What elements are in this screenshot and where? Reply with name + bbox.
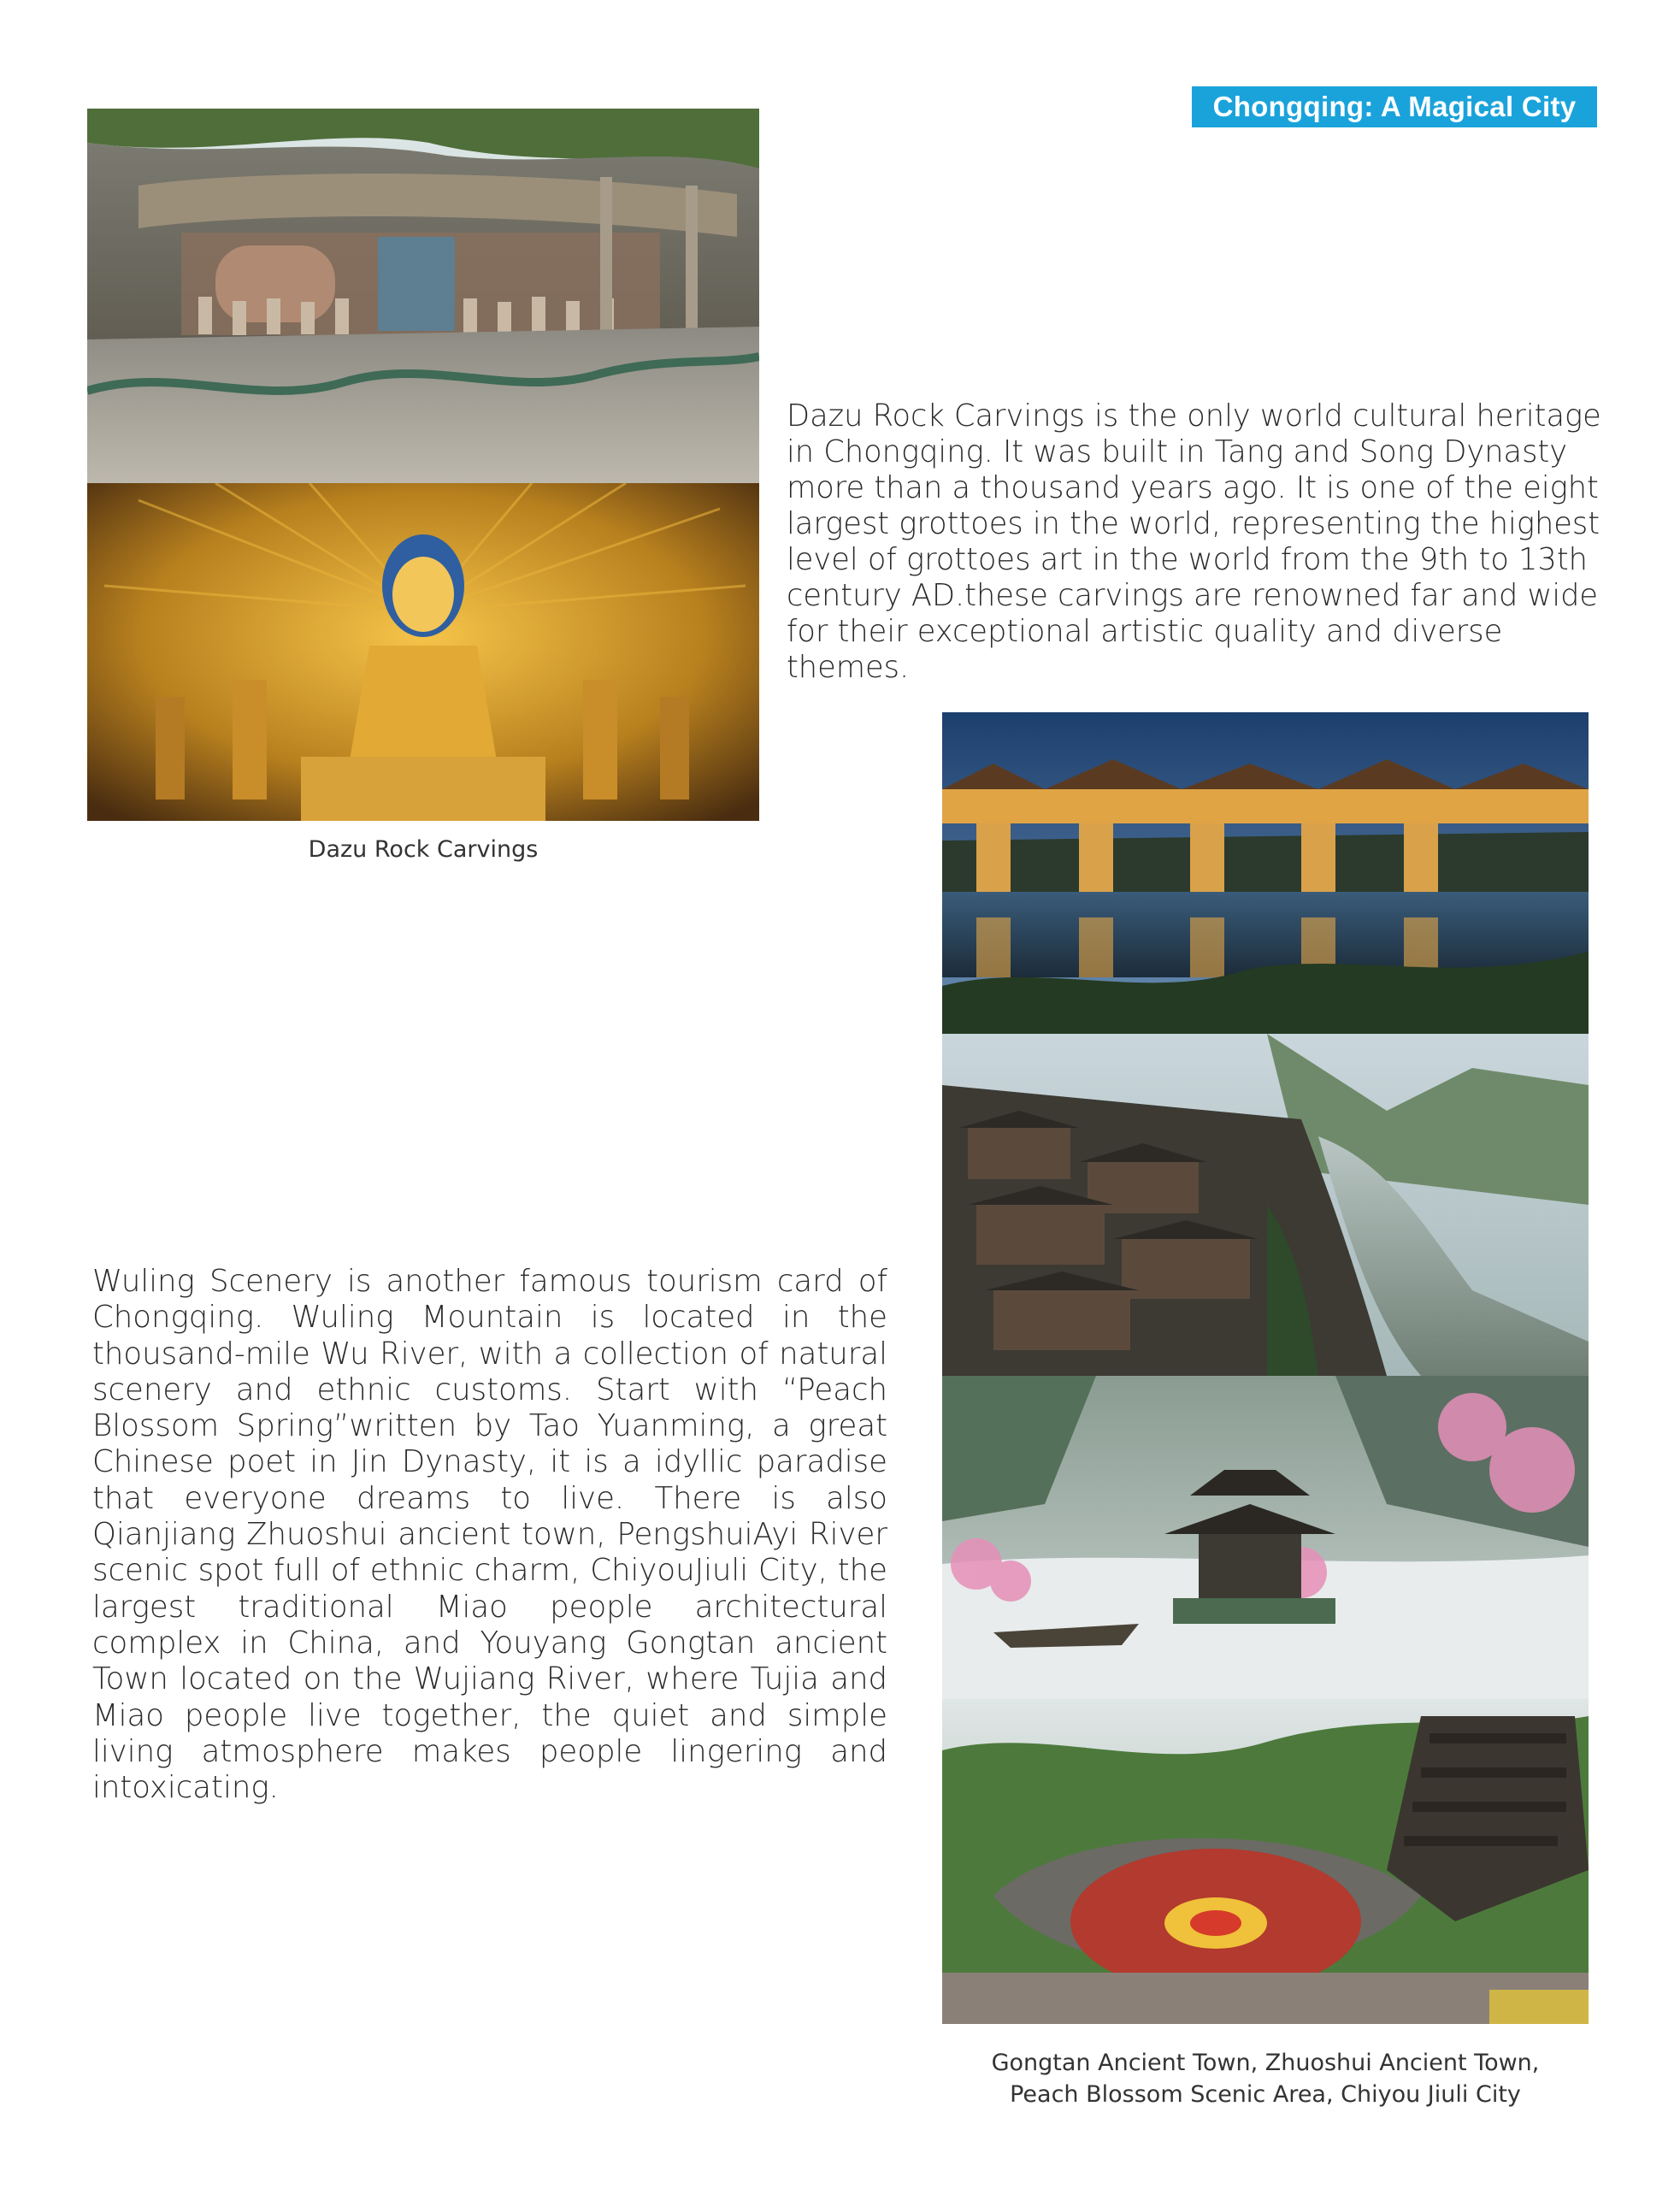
wuling-caption-line2: Peach Blossom Scenic Area, Chiyou Jiuli City — [1010, 2081, 1521, 2108]
peach-blossom-pavilion-photo — [942, 1376, 1589, 1699]
wuling-paragraph: Wuling Scenery is another famous tourism card of Chongqing. Wuling Mountain is located in the thousand-mile Wu River, with a collection of natural scenery and ethnic customs. Start with “Peach Blossom Spring”written by Tao Yuanming, a great Chinese poet in Jin Dynasty, it is a idyllic paradise that everyone dreams to live. There is also Qianjiang Zhuoshui ancient town, PengshuiAyi River scenic spot full of ethnic charm, ChiyouJiuli City, the largest traditional Miao people architectural complex in China, and Youyang Gongtan ancient Town located on the Wujiang River, where Tujia and Miao people live together, the quiet and simple living atmosphere makes people lingering and intoxicating. — [92, 1264, 887, 1806]
dazu-guanyin-photo — [87, 483, 759, 821]
wind-rain-bridge-photo — [942, 712, 1589, 1034]
dazu-cliff-photo — [87, 109, 759, 483]
wuling-caption — [923, 2047, 1607, 2110]
chiyou-jiuli-city-photo — [942, 1699, 1589, 2024]
page-header-badge: Chongqing: A Magical City — [1192, 86, 1597, 127]
ancient-town-river-photo — [942, 1034, 1589, 1376]
dazu-paragraph: Dazu Rock Carvings is the only world cultural heritage in Chongqing. It was built in Tang and Song Dynasty more than a thousand years ago. It is one of the eight largest grottoes in the world, representing the highest level of grottoes art in the world from the 9th to 13th century AD.these carvings are renowned far and wide for their exceptional artistic quality and diverse themes. — [787, 398, 1601, 685]
dazu-caption: Dazu Rock Carvings — [308, 836, 539, 863]
wuling-caption-line1: Gongtan Ancient Town, Zhuoshui Ancient Town, — [991, 2050, 1540, 2076]
